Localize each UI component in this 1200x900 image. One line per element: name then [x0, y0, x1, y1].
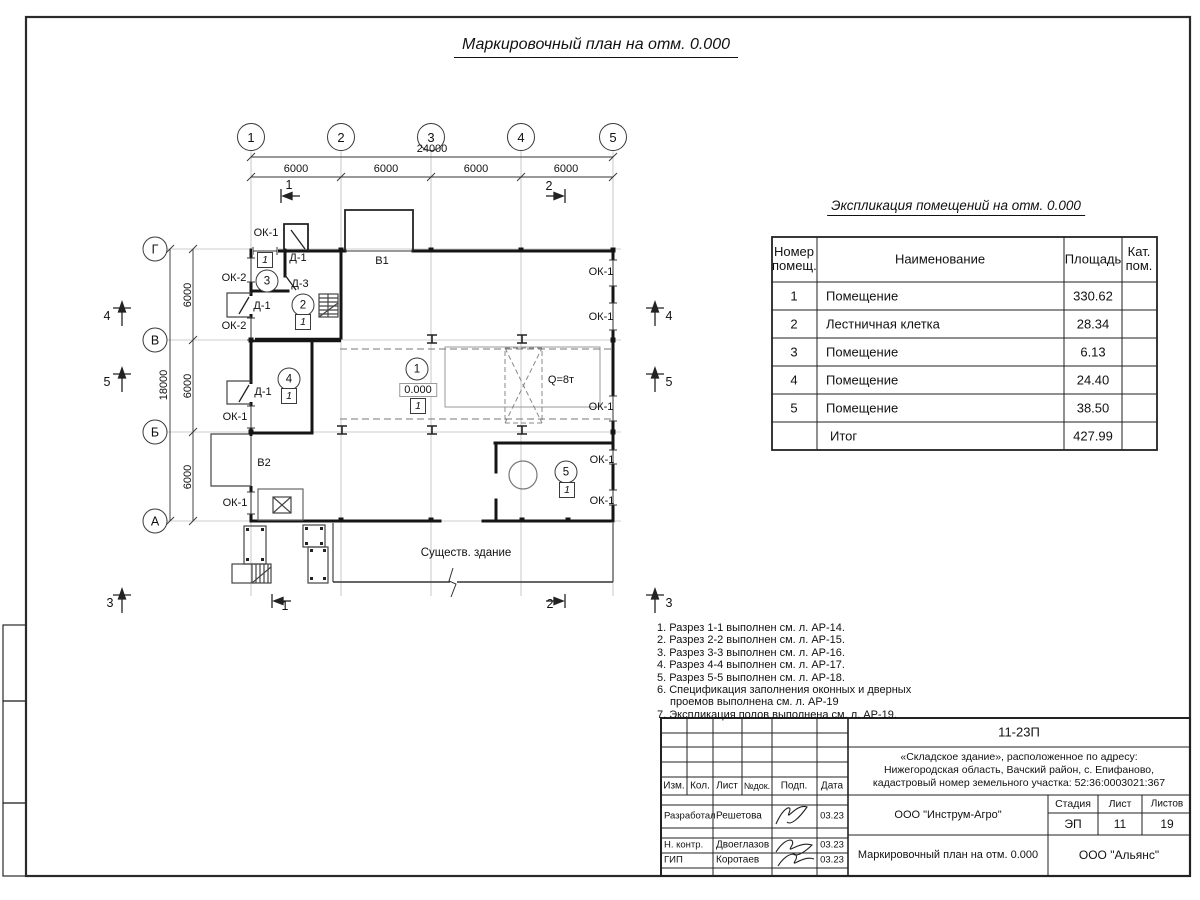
- window-label-ok1-r4: ОК-1: [589, 454, 615, 466]
- section-mark-5-left: 5: [103, 375, 111, 389]
- section-arrows: [113, 189, 664, 613]
- col-podp: Подп.: [780, 780, 808, 792]
- dim-total-top: 24000: [416, 143, 448, 155]
- door-label-d3: Д-3: [291, 278, 309, 290]
- cell-area: 28.34: [1076, 316, 1110, 332]
- window-label-ok1-r3: ОК-1: [588, 401, 614, 413]
- axis-bubble-v: В: [143, 328, 168, 353]
- sheets-label: Листов: [1150, 798, 1184, 810]
- gip-date: 03.23: [820, 854, 844, 866]
- floor-mark-3: 1: [257, 252, 273, 268]
- stage-value: ЭП: [1064, 817, 1082, 831]
- sheet-label: Лист: [1108, 798, 1132, 810]
- section-mark-3-right: 3: [665, 596, 673, 610]
- existing-building-line: [333, 568, 613, 597]
- cell-name: Помещение: [826, 372, 899, 388]
- window-label-ok2-a: ОК-2: [221, 272, 247, 284]
- cell-total-area: 427.99: [1073, 428, 1113, 444]
- dim-seg-l1: 6000: [182, 282, 194, 308]
- note-line: 3. Разрез 3-3 выполнен см. л. АР-16.: [657, 646, 845, 659]
- floor-mark-4: 1: [281, 388, 297, 404]
- floor-mark-1: 1: [410, 398, 426, 414]
- thin-structures: [211, 293, 613, 583]
- cell-area: 38.50: [1076, 400, 1110, 416]
- org-customer: ООО "Альянс": [1078, 848, 1160, 862]
- axis-bubble-5: 5: [599, 123, 627, 151]
- window-label-ok1-r2: ОК-1: [588, 311, 614, 323]
- note-line: 5. Разрез 5-5 выполнен см. л. АР-18.: [657, 671, 845, 684]
- col-header-name: Наименование: [894, 251, 986, 267]
- crane-capacity-label: Q=8т: [547, 374, 575, 386]
- rooms-table-lines: [772, 237, 1157, 450]
- gip-role: ГИП: [664, 854, 683, 866]
- dim-seg-2: 6000: [373, 163, 399, 175]
- col-list: Лист: [716, 780, 738, 792]
- cell-area: 6.13: [1080, 344, 1106, 360]
- dev-date: 03.23: [820, 810, 844, 822]
- drawing-name: Маркировочный план на отм. 0.000: [857, 849, 1039, 861]
- dim-seg-l2: 6000: [182, 373, 194, 399]
- note-line: 2. Разрез 2-2 выполнен см. л. АР-15.: [657, 634, 845, 647]
- ncontr-name: Двоеглазов: [716, 839, 770, 851]
- col-data: Дата: [820, 780, 844, 792]
- notes-block: [657, 622, 911, 721]
- section-mark-2-top: 2: [545, 179, 553, 193]
- room-tag-5: 5: [555, 461, 578, 484]
- sheets-total: 19: [1160, 817, 1174, 831]
- platform-dots: [246, 527, 326, 580]
- grid-lines: [166, 149, 621, 596]
- project-line-3: кадастровый номер земельного участка: 52:36:0003021:367: [872, 777, 1166, 789]
- door-label-d1-c: Д-1: [254, 386, 272, 398]
- section-mark-4-right: 4: [665, 309, 673, 323]
- rooms-table-title: Экспликация помещений на отм. 0.000: [827, 198, 1085, 216]
- project-line-1: «Складское здание», расположенное по адресу:: [900, 751, 1138, 763]
- note-line: 6. Спецификация заполнения оконных и дверных: [657, 684, 912, 697]
- axis-bubble-b: Б: [143, 420, 168, 445]
- section-mark-5-right: 5: [665, 375, 673, 389]
- dim-total-left: 18000: [158, 369, 170, 401]
- note-line: 7. Экспликация полов выполнена см. л. АР-19.: [657, 708, 897, 721]
- elevation-mark: 0.000: [399, 383, 437, 397]
- ncontr-role: Н. контр.: [664, 839, 704, 851]
- gate-label-v2: В2: [257, 457, 271, 469]
- dim-seg-l3: 6000: [182, 464, 194, 490]
- axis-bubble-4: 4: [507, 123, 535, 151]
- dev-role: Разработал: [664, 810, 716, 822]
- dim-seg-3: 6000: [463, 163, 489, 175]
- stage-label: Стадия: [1055, 798, 1091, 810]
- existing-building-label: Существ. здание: [420, 547, 512, 559]
- gip-name: Коротаев: [716, 854, 760, 866]
- cell-num: 1: [790, 288, 798, 304]
- signatures: [776, 806, 814, 866]
- window-label-ok1-r1: ОК-1: [588, 266, 614, 278]
- cell-name: Помещение: [826, 400, 899, 416]
- axis-bubble-1: 1: [237, 123, 265, 151]
- col-ndoc: №док.: [743, 781, 771, 791]
- col-header-cat: Кат. пом.: [1125, 244, 1153, 273]
- section-mark-1-bottom: 1: [281, 599, 289, 613]
- project-line-2: Нижегородская область, Вачский район, с. Епифаново,: [883, 764, 1155, 776]
- doc-code: 11-23П: [998, 724, 1040, 740]
- section-mark-1-top: 1: [285, 178, 293, 192]
- door-label-d1-b: Д-1: [253, 300, 271, 312]
- axis-bubble-3: 3: [417, 123, 445, 151]
- cell-area: 24.40: [1076, 372, 1110, 388]
- window-label-ok2-b: ОК-2: [221, 320, 247, 332]
- note-line: 4. Разрез 4-4 выполнен см. л. АР-17.: [657, 659, 845, 672]
- cell-name: Лестничная клетка: [826, 316, 940, 332]
- dim-seg-1: 6000: [283, 163, 309, 175]
- dim-seg-4: 6000: [553, 163, 579, 175]
- room-tag-1: 1: [406, 358, 429, 381]
- cell-area: 330.62: [1073, 288, 1113, 304]
- axis-bubble-g: Г: [143, 237, 168, 262]
- window-label-ok1-r5: ОК-1: [589, 495, 615, 507]
- window-label-ok1-lb: ОК-1: [222, 411, 248, 423]
- ncontr-date: 03.23: [820, 839, 844, 851]
- cell-num: 5: [790, 400, 798, 416]
- note-line: проемов выполнена см. л. АР-19: [670, 696, 839, 709]
- section-mark-3-left: 3: [106, 596, 114, 610]
- room-tag-4: 4: [278, 368, 301, 391]
- cell-total-label: Итог: [830, 428, 858, 444]
- door-label-d1-a: Д-1: [289, 252, 307, 264]
- floor-mark-2: 1: [295, 314, 311, 330]
- cell-num: 4: [790, 372, 798, 388]
- window-label-ok1-lc: ОК-1: [222, 497, 248, 509]
- cell-name: Помещение: [826, 344, 899, 360]
- col-header-number: Номер помещ.: [772, 244, 817, 273]
- cell-num: 3: [790, 344, 798, 360]
- wall-bumps: [284, 210, 413, 251]
- main-title: Маркировочный план на отм. 0.000: [454, 36, 738, 58]
- col-izm: Изм.: [663, 780, 685, 792]
- dimension-lines: [166, 153, 617, 525]
- note-line: 1. Разрез 1-1 выполнен см. л. АР-14.: [657, 622, 845, 634]
- org-designer: ООО "Инструм-Агро": [894, 809, 1002, 821]
- section-mark-4-left: 4: [103, 309, 111, 323]
- window-label-ok1-top: ОК-1: [253, 227, 279, 239]
- gate-label-v1: В1: [375, 255, 389, 267]
- cell-name: Помещение: [826, 288, 899, 304]
- axis-bubble-a: А: [143, 509, 168, 534]
- sheet-number: 11: [1113, 817, 1127, 831]
- axis-bubble-2: 2: [327, 123, 355, 151]
- cell-num: 2: [790, 316, 798, 332]
- section-mark-2-bottom: 2: [546, 597, 554, 611]
- col-header-area: Площадь: [1064, 251, 1122, 267]
- room-tag-2: 2: [292, 294, 315, 317]
- floor-mark-5: 1: [559, 482, 575, 498]
- dev-name: Решетова: [716, 810, 762, 822]
- col-kol: Кол.: [690, 780, 710, 792]
- room-tag-3: 3: [256, 270, 279, 293]
